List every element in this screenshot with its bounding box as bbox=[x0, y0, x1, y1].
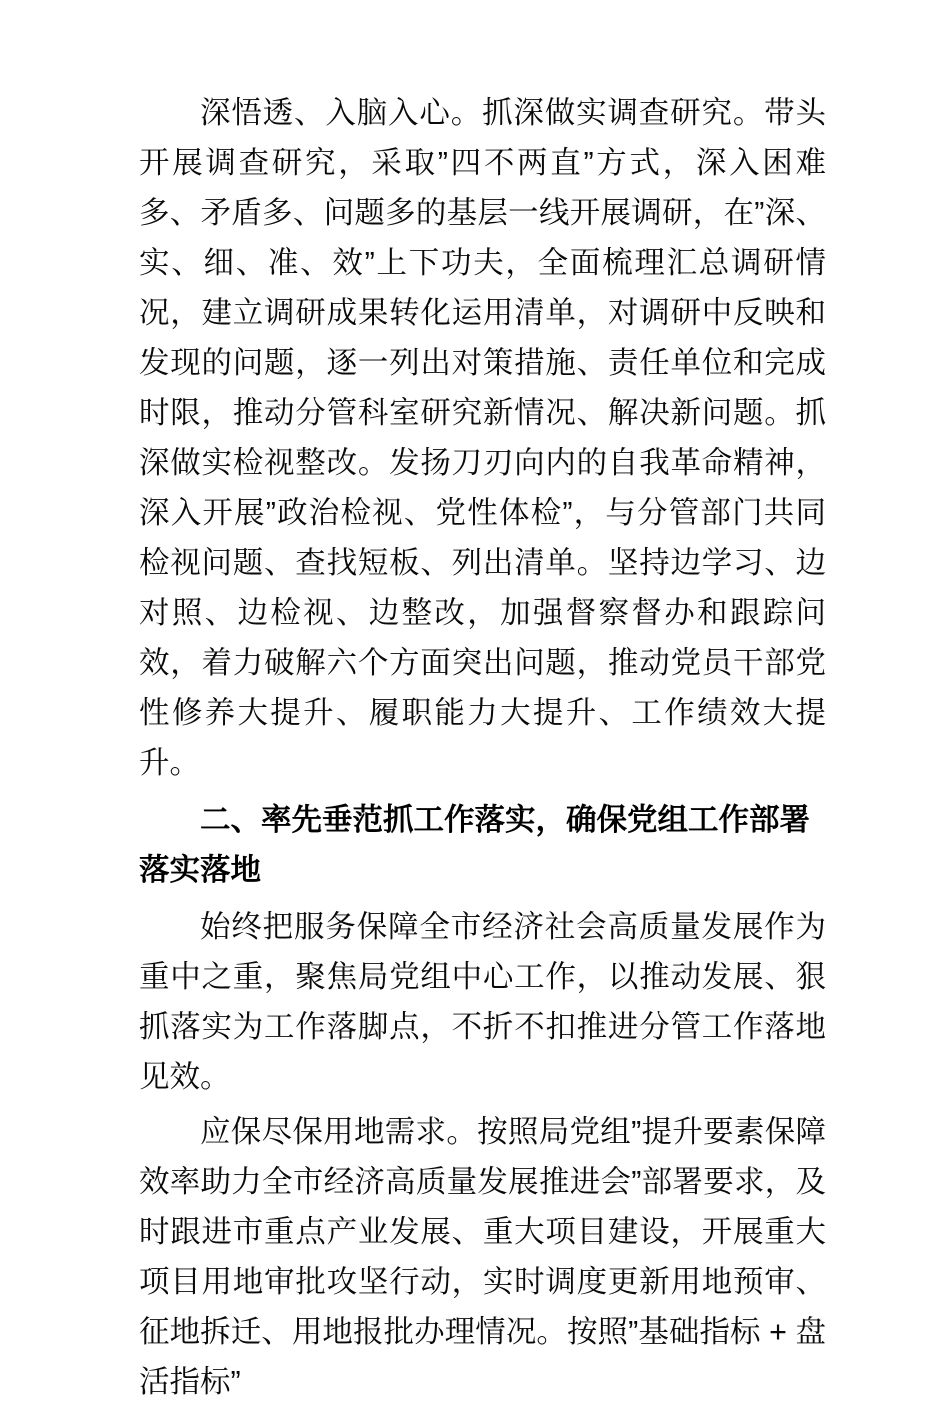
paragraph-land-use-demand: 应保尽保用地需求。按照局党组”提升要素保障效率助力全市经济高质量发展推进会”部署要求，及时跟进市重点产业发展、重大项目建设，开展重大项目用地审批攻坚行动，实时调度更新用地预审、征地拆迁、用地报批办理情况。按照”基础指标 + 盘活指标” bbox=[139, 1115, 826, 1399]
heading-section-two: 二、率先垂范抓工作落实，确保党组工作部署落实落地 bbox=[139, 803, 810, 887]
document-text-body bbox=[139, 88, 826, 1407]
paragraph-service-guarantee: 始终把服务保障全市经济社会高质量发展作为重中之重，聚焦局党组中心工作，以推动发展、狠抓落实为工作落脚点，不折不扣推进分管工作落地见效。 bbox=[139, 910, 826, 1094]
paragraph-deep-study-research: 深悟透、入脑入心。抓深做实调查研究。带头开展调查研究，采取”四不两直”方式，深入困难多、矛盾多、问题多的基层一线开展调研，在”深、实、细、准、效”上下功夫，全面梳理汇总调研情况，建立调研成果转化运用清单，对调研中反映和发现的问题，逐一列出对策措施、责任单位和完成时限，推动分管科室研究新情况、解决新问题。抓深做实检视整改。发扬刀刃向内的自我革命精神，深入开展”政治检视、党性体检”，与分管部门共同检视问题、查找短板、列出清单。坚持边学习、边对照、边检视、边整改，加强督察督办和跟踪问效，着力破解六个方面突出问题，推动党员干部党性修养大提升、履职能力大提升、工作绩效大提升。 bbox=[139, 96, 826, 780]
